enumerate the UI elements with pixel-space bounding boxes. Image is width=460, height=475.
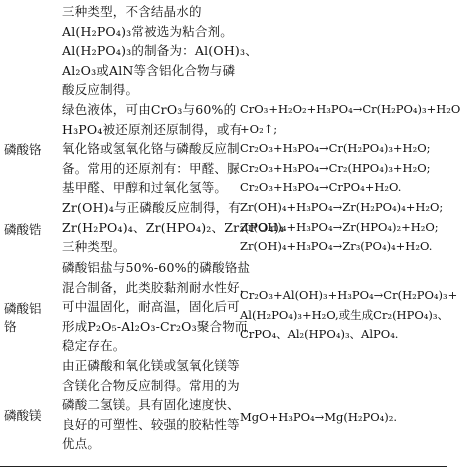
text-line: Al(H₂PO₄)₃的制备为：Al(OH)₃、 — [62, 43, 258, 59]
text-line: 良好的可塑性、较强的胶粘性等 — [62, 416, 240, 432]
equation-line: +O₂↑; — [240, 121, 278, 136]
description-cell — [62, 356, 240, 454]
equation-line: Cr₂O₃+H₃PO₄→CrPO₄+H₂O. — [240, 180, 402, 195]
equation-line: Al(H₂PO₄)₃+H₂O,或生成Cr₂(HPO₄)₃、 — [240, 307, 449, 322]
text-line: 磷酸铝盐与50%-60%的磷酸铬盐 — [62, 260, 251, 275]
text-line: Al(H₂PO₄)₃常被选为粘合剂。 — [62, 23, 233, 39]
text-line: 优点。 — [62, 436, 101, 452]
table-bottom-rule — [0, 466, 447, 467]
text-line: 由正磷酸和氧化镁或氢氧化镁等 — [62, 358, 240, 373]
equation-line: Zr(OH)₄+H₃PO₄→Zr(H₂PO₄)₄+H₂O; — [240, 200, 444, 214]
compound-name: 磷酸镁 — [4, 408, 42, 423]
text-line: 绿色液体，可由CrO₃与60%的 — [62, 102, 237, 117]
text-line: 混合制备，此类胶黏剂耐水性好， — [62, 279, 253, 295]
text-line: 三种类型，不含结晶水的 — [62, 4, 202, 19]
equation-line: MgO+H₃PO₄→Mg(H₂PO₄)₂. — [240, 410, 398, 424]
compound-name: 磷酸铬 — [4, 142, 42, 157]
equations-cell — [240, 286, 458, 345]
equations-cell — [240, 198, 446, 257]
description-cell — [62, 258, 253, 356]
text-line: 形成P₂O₅-Al₂O₃-Cr₂O₃聚合物而 — [62, 318, 248, 334]
equation-line: Zr(OH)₄+H₃PO₄→Zr(HPO₄)₂+H₂O; — [240, 219, 439, 234]
text-line: 磷酸二氢镁。具有固化速度快、 — [62, 397, 240, 413]
equation-line: Zr(OH)₄+H₃PO₄→Zr₃(PO₄)₄+H₂O. — [240, 239, 433, 254]
text-line: H₃PO₄被还原剂还原制得，或有 — [62, 121, 243, 137]
description-cell — [62, 2, 258, 100]
equation-line: Cr₂O₃+H₃PO₄→Cr₂(HPO₄)₃+H₂O; — [240, 160, 431, 175]
text-line: 含镁化合物反应制得。常用的为 — [62, 377, 240, 393]
equation-line: CrPO₄、Al₂(HPO₄)₃、AlPO₄. — [240, 327, 399, 342]
text-line: 可中温固化，耐高温，固化后可 — [62, 299, 240, 315]
equations-cell — [240, 100, 460, 198]
text-line: 备。常用的还原剂有：甲醛、脲 — [62, 160, 240, 176]
text-line: Al₂O₃或AlN等含铝化合物与磷 — [62, 62, 236, 78]
text-line: 酸反应制得。 — [62, 82, 139, 98]
equation-line: Cr₂O₃+H₃PO₄→Cr(H₂PO₄)₃+H₂O; — [240, 141, 431, 156]
description-cell — [62, 100, 243, 198]
equation-line: CrO₃+H₂O₂+H₃PO₄→Cr(H₂PO₄)₃+H₂O — [240, 102, 460, 116]
text-line: Zr(H₂PO₄)₄、Zr(HPO₄)₂、Zr₃(PO₄)₄ — [62, 219, 285, 235]
description-cell — [62, 198, 285, 257]
compound-name: 磷酸锆 — [4, 222, 42, 237]
text-line: 三种类型。 — [62, 239, 126, 255]
text-line: 稳定存在。 — [62, 338, 126, 354]
text-line: 基甲醛、甲醇和过氧化氢等。 — [62, 180, 228, 196]
equation-line: Cr₂O₃+Al(OH)₃+H₃PO₄→Cr(H₂PO₄)₃+ — [240, 288, 458, 302]
compound-name: 磷酸铝铬 — [4, 301, 42, 334]
text-line: Zr(OH)₄与正磷酸反应制得，有 — [62, 200, 241, 215]
text-line: 氧化铬或氢氧化铬与磷酸反应制 — [62, 141, 240, 157]
equations-cell — [240, 408, 446, 428]
